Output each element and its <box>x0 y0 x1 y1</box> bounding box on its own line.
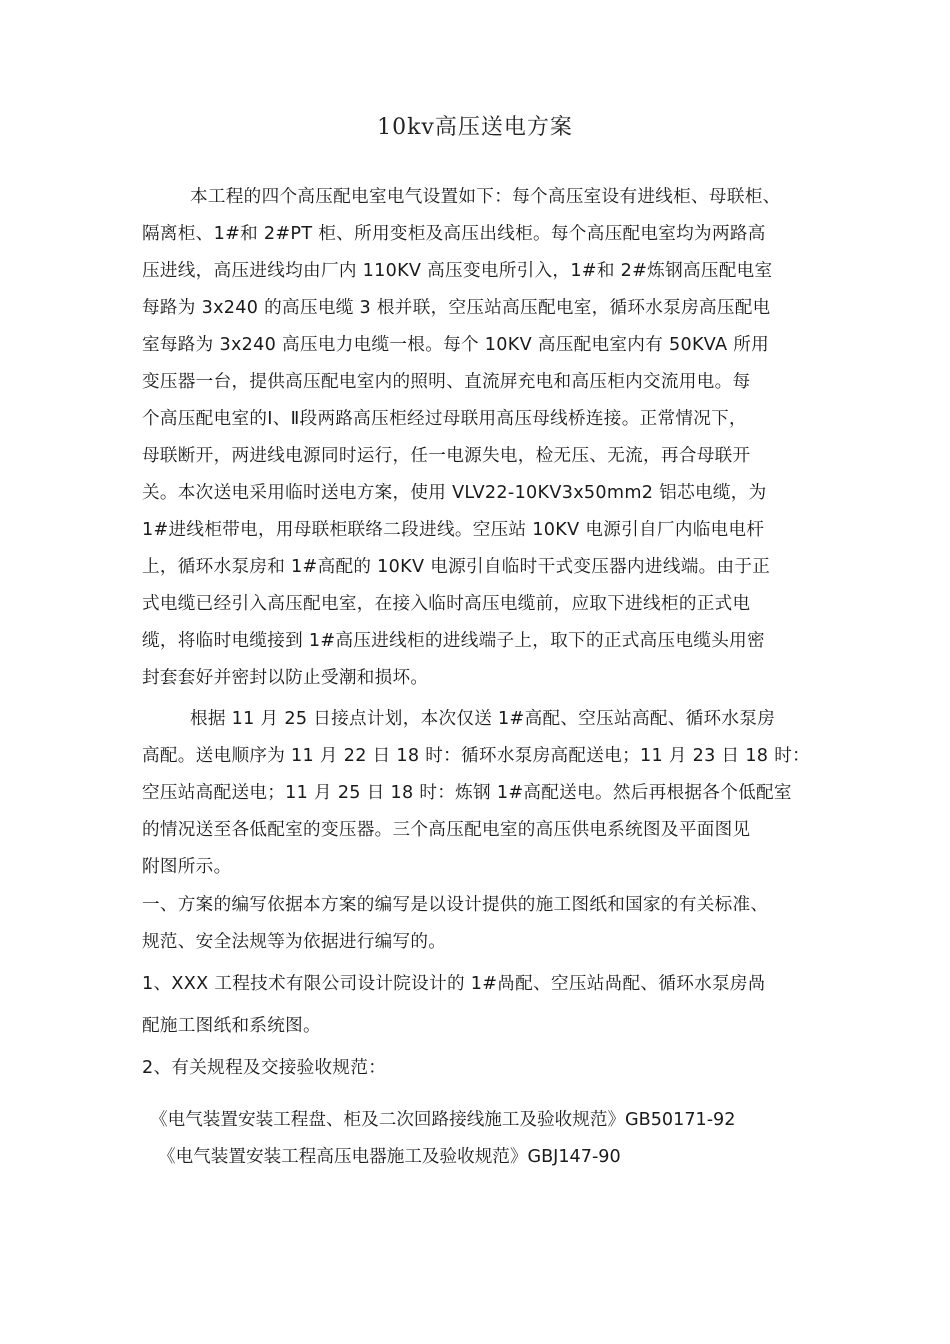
section-heading: 一、方案的编写依据本方案的编写是以设计提供的施工图纸和国家的有关标准、 <box>142 895 769 915</box>
paragraph-line: 上，循环水泵房和 1#高配的 10KV 电源引自临时干式变压器内进线端。由于正 <box>142 557 771 577</box>
paragraph-line: 根据 11 月 25 日接点计划，本次仅送 1#高配、空压站高配、循环水泵房 <box>190 709 776 729</box>
paragraph-line: 空压站高配送电；11 月 25 日 18 时：炼钢 1#高配送电。然后再根据各个低配室 <box>142 783 792 803</box>
paragraph-line: 压进线，高压进线均由厂内 110KV 高压变电所引入，1#和 2#炼钢高压配电室 <box>142 261 773 281</box>
paragraph-line: 规范、安全法规等为依据进行编写的。 <box>142 932 447 952</box>
paragraph-line: 高配。送电顺序为 11 月 22 日 18 时：循环水泵房高配送电；11 月 23 日 18 时： <box>142 746 810 766</box>
list-item: 2、有关规程及交接验收规范： <box>142 1058 387 1078</box>
list-item: 1、XXX 工程技术有限公司设计院设计的 1#咼配、空压站咼配、循环水泵房咼 <box>142 974 766 994</box>
paragraph-line: 每路为 3x240 的高压电缆 3 根并联，空压站高压配电室，循环水泵房高压配电 <box>142 298 771 318</box>
reference-standard: 《电气装置安装工程高压电器施工及验收规范》GBJ147-90 <box>158 1147 621 1167</box>
paragraph-line: 母联断开，两进线电源同时运行，任一电源失电，检无压、无流，再合母联开 <box>142 446 751 466</box>
paragraph-line: 的情况送至各低配室的变压器。三个高压配电室的高压供电系统图及平面图见 <box>142 820 751 840</box>
paragraph-line: 变压器一台，提供高压配电室内的照明、直流屏充电和高压柜内交流用电。每 <box>142 372 751 392</box>
paragraph-line: 附图所示。 <box>142 857 232 877</box>
paragraph-line: 缆，将临时电缆接到 1#高压进线柜的进线端子上，取下的正式高压电缆头用密 <box>142 631 765 651</box>
paragraph-line: 个高压配电室的Ⅰ、Ⅱ段两路高压柜经过母联用高压母线桥连接。正常情况下， <box>142 409 747 429</box>
reference-standard: 《电气装置安装工程盘、柜及二次回路接线施工及验收规范》GB50171-92 <box>150 1110 736 1130</box>
paragraph-line: 封套套好并密封以防止受潮和损坏。 <box>142 668 429 688</box>
paragraph-line: 本工程的四个高压配电室电气设置如下：每个高压室设有进线柜、母联柜、 <box>190 187 781 207</box>
paragraph-line: 1#进线柜带电，用母联柜联络二段进线。空压站 10KV 电源引自厂内临电电杆 <box>142 520 765 540</box>
paragraph-line: 配施工图纸和系统图。 <box>142 1016 321 1036</box>
paragraph-line: 关。本次送电采用临时送电方案，使用 VLV22-10KV3x50mm2 铝芯电缆，为 <box>142 483 767 503</box>
paragraph-line: 式电缆已经引入高压配电室，在接入临时高压电缆前，应取下进线柜的正式电 <box>142 594 751 614</box>
document-title: 10kv高压送电方案 <box>377 115 573 140</box>
paragraph-line: 室每路为 3x240 高压电力电缆一根。每个 10KV 高压配电室内有 50KVA 所用 <box>142 335 770 355</box>
paragraph-line: 隔离柜、1#和 2#PT 柜、所用变柜及高压出线柜。每个高压配电室均为两路高 <box>142 224 766 244</box>
